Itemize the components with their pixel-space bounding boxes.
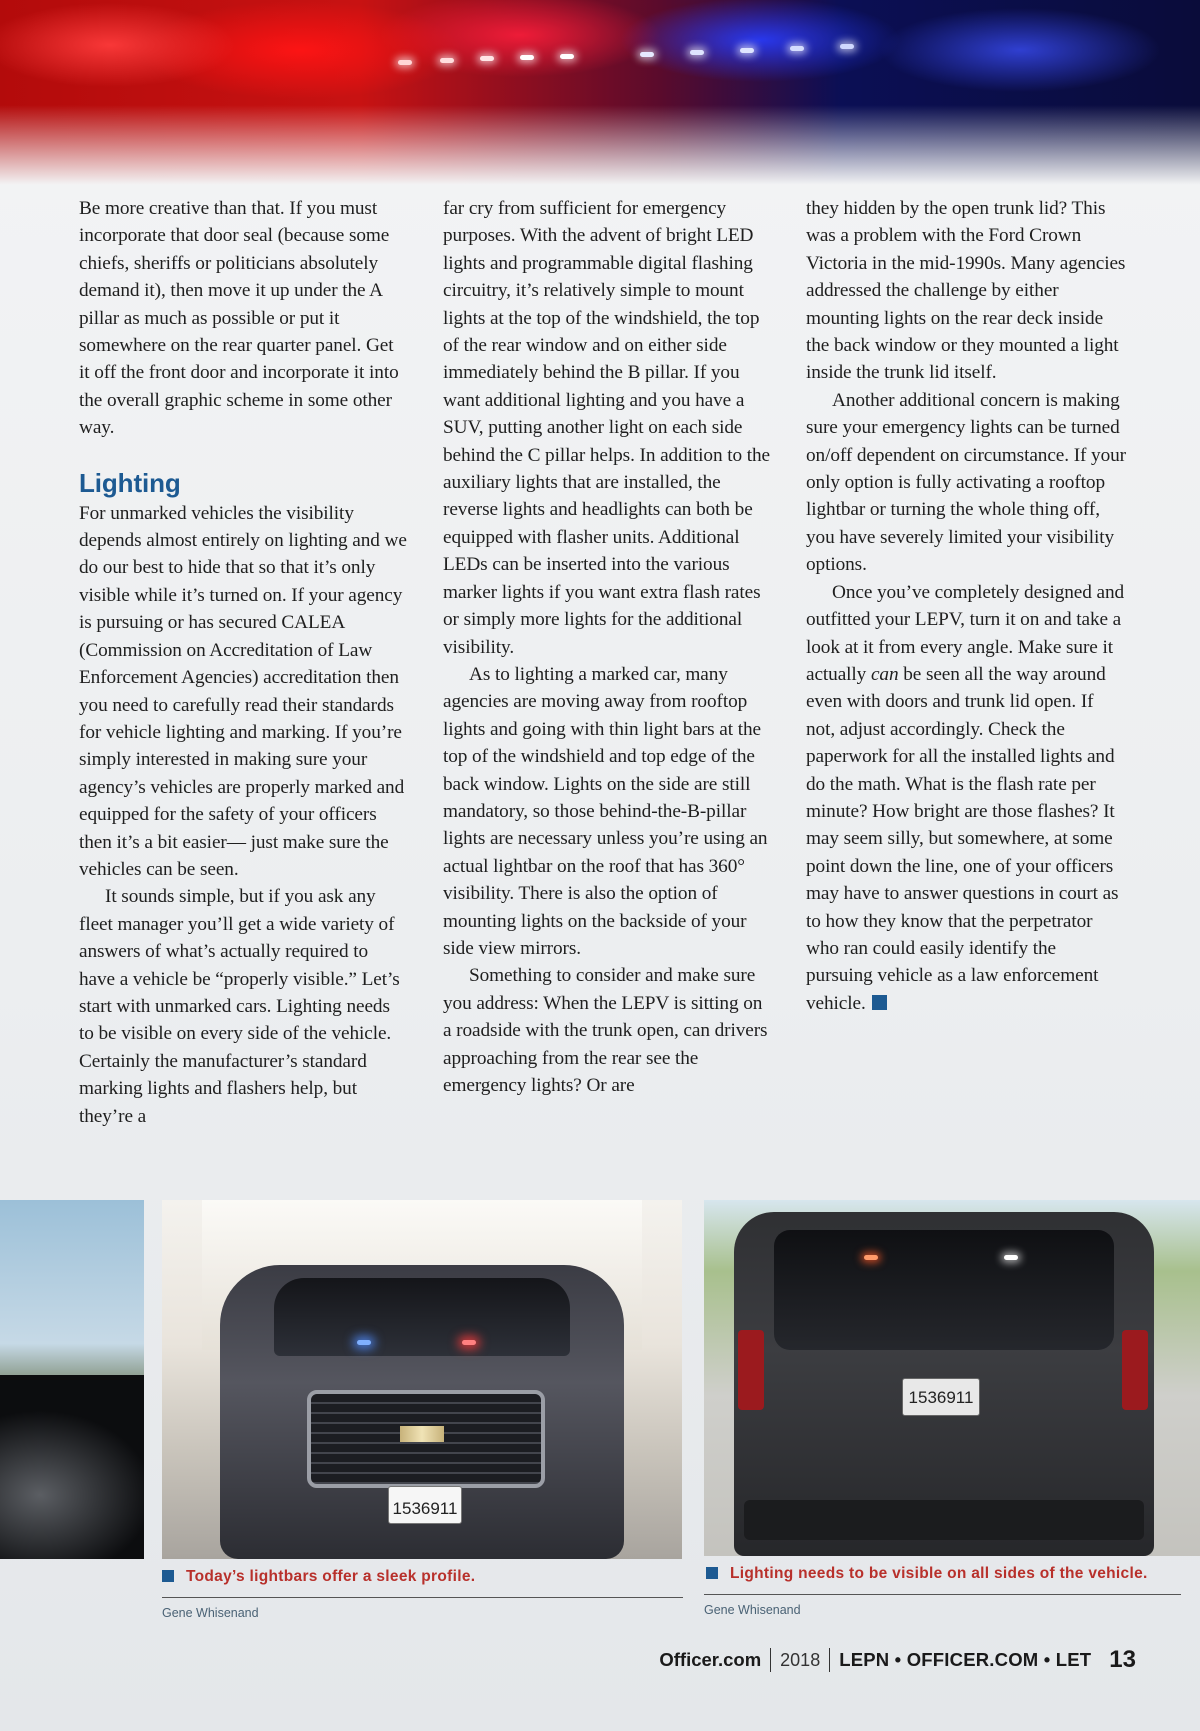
photo-credit: Gene Whisenand [162, 1606, 259, 1620]
photo-suv-rear [704, 1200, 1200, 1556]
paragraph: far cry from sufficient for emergency purposes. With the advent of bright LED lights and programmable digital flashing circuitry, it’s relatively simple to mount lights at the top of the windshield, the top of the rear window and on either side immediately behind the B pillar. If you want additional lighting and you have a SUV, putting another light on each side behind the C pillar helps. In addition to the auxiliary lights that are installed, the reverse lights and headlights can both be equipped with flasher units. Additional LEDs can be inserted into the various marker lights if you want extra flash rates or simply more lights for the additional visibility. [443, 198, 770, 658]
photo-suv-front [162, 1200, 682, 1559]
photo-side-car [0, 1200, 144, 1559]
emphasis-text: can [870, 663, 899, 685]
footer-year: 2018 [780, 1649, 821, 1670]
text-run: Once you’ve completely designed and outfitted your LEPV, turn it on and take a look at it from every angle. Make sure it actually [806, 581, 1125, 685]
paragraph: As to lighting a marked car, many agencies are moving away from rooftop lights and going with thin light bars at the top of the windshield and top edge of the back window. Lights on the side are still mandatory, so those behind-the-B-pillar lights are necessary unless you’re using an actual lightbar on the roof that has 360° visibility. There is also the option of mounting lights on the backside of your side view mirrors. [443, 663, 768, 959]
caption-divider [704, 1594, 1181, 1595]
footer-divider [770, 1648, 771, 1672]
caption-text: Lighting needs to be visible on all sides of the vehicle. [730, 1565, 1148, 1582]
article-column-2 [443, 195, 771, 1099]
photo-credit: Gene Whisenand [704, 1603, 801, 1617]
footer-publication: LEPN • OFFICER.COM • LET [839, 1649, 1092, 1670]
article-column-1 [79, 195, 407, 1130]
footer-site-name: Officer.com [659, 1649, 762, 1670]
page-footer [659, 1644, 1136, 1676]
license-plate: 1536911 [902, 1378, 980, 1416]
paragraph: Another additional concern is making sure your emergency lights can be turned on/off dependent on circumstance. If your only option is fully activating a rooftop lightbar or turning the whole thing off, you have severely limited your visibility options. [806, 389, 1127, 576]
text-run: be seen all the way around even with doors and trunk lid open. If not, adjust accordingly. Check the paperwork for all the installed lights and do the math. What is the flash rate per minute? How bright are those flashes? It may seem silly, but somewhere, at some point down the line, one of your officers may have to answer questions in court as to how they know that the perpetrator who ran could easily identify the pursuing vehicle as a law enforcement vehicle. [806, 663, 1119, 1014]
paragraph [806, 579, 1126, 1018]
header-banner-image [0, 0, 1200, 185]
paragraph: For unmarked vehicles the visibility depends almost entirely on lighting and we do our best to hide that so that it’s only visible while it’s turned on. If your agency is pursuing or has secured CALEA (Commission on Accreditation of Law Enforcement Agencies) accreditation then you need to carefully read their standards for vehicle lighting and marking. If you’re simply interested in making sure your agency’s vehicles are properly marked and equipped for the safety of your officers then it’s a bit easier— just make sure the vehicles can be seen. [79, 502, 407, 880]
photo-caption [706, 1565, 1148, 1583]
caption-marker [162, 1570, 174, 1582]
caption-divider [162, 1597, 683, 1598]
caption-marker [706, 1567, 718, 1579]
section-heading-lighting: Lighting [79, 467, 181, 498]
photo-caption [162, 1568, 475, 1586]
article-column-3 [806, 195, 1126, 1017]
paragraph: Something to consider and make sure you address: When the LEPV is sitting on a roadside with the trunk open, can drivers approaching from the rear see the emergency lights? Or are [443, 965, 768, 1096]
paragraph: they hidden by the open trunk lid? This was a problem with the Ford Crown Victoria in the mid-1990s. Many agencies addressed the challenge by either mounting lights on the rear deck inside the back window or they mounted a light inside the trunk lid itself. [806, 198, 1126, 384]
license-plate: 1536911 [388, 1486, 462, 1524]
paragraph: Be more creative than that. If you must incorporate that door seal (because some chiefs, sheriffs or politicians absolutely demand it), then move it up under the A pillar as much as possible or put it somewhere on the rear quarter panel. Get it off the front door and incorporate it into the overall graphic scheme in some other way. [79, 198, 399, 439]
paragraph: It sounds simple, but if you ask any fleet manager you’ll get a wide variety of answers of what’s actually required to have a vehicle be “properly visible.” Let’s start with unmarked cars. Lighting needs to be visible on every side of the vehicle. Certainly the manufacturer’s standard marking lights and flashers help, but they’re a [79, 886, 400, 1127]
end-of-article-mark [872, 995, 887, 1010]
footer-divider [829, 1648, 830, 1672]
page-number: 13 [1109, 1646, 1136, 1673]
caption-text: Today’s lightbars offer a sleek profile. [186, 1568, 476, 1585]
